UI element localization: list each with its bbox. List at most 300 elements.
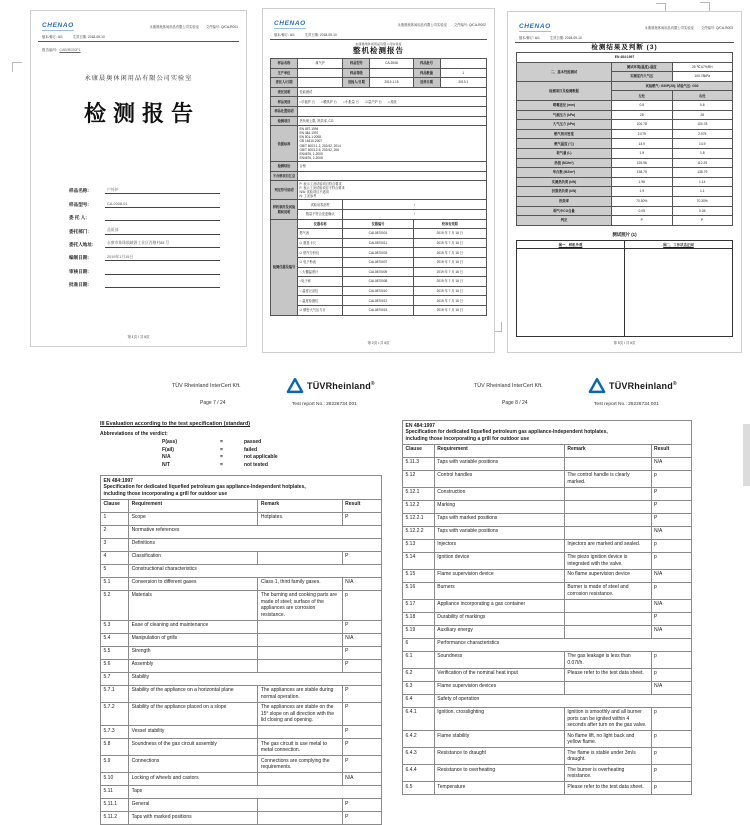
table-row xyxy=(403,470,692,487)
table-row xyxy=(101,476,382,500)
table-row xyxy=(403,731,692,748)
table-cell xyxy=(564,625,651,638)
table-cell: P xyxy=(342,551,381,564)
table-cell: 烟气中CO含量 xyxy=(517,206,612,216)
table-cell: Constructional characteristics xyxy=(129,564,382,577)
table-cell: 2019.1 xyxy=(440,78,486,88)
table-row xyxy=(403,457,692,470)
table-cell xyxy=(564,599,651,612)
table-row xyxy=(271,126,487,162)
table-row xyxy=(271,296,487,306)
lab-name: 永康晨奥休闲用品有限公司实验室 xyxy=(84,75,193,82)
table-cell: 6 xyxy=(403,638,435,651)
table-cell: 5.17 xyxy=(403,599,435,612)
table-cell xyxy=(258,633,342,646)
tuv-logo-triangle-icon xyxy=(588,377,606,394)
table-cell: ☑ 精密大气压力计 xyxy=(298,305,343,315)
table-cell: 2019 年 7 月 16 日 xyxy=(413,305,486,315)
table-cell: CAL0870012 xyxy=(343,296,413,306)
table-cell: 28 xyxy=(612,110,672,120)
header-doc-number: 文件编号: Q/CA-R003 xyxy=(700,26,733,30)
tuv-logo-triangle-icon xyxy=(286,377,304,394)
table-cell xyxy=(258,773,342,786)
abbreviation-part: N/A xyxy=(162,454,171,460)
table-cell: P xyxy=(342,739,381,756)
table-row xyxy=(403,599,692,612)
field-value: 2019年1月15日 xyxy=(105,255,220,262)
page-title: 整机检测报告 xyxy=(353,46,404,55)
table-cell: 2019 年 7 月 16 日 xyxy=(413,286,486,296)
table-cell: ○ 温度记录仪 xyxy=(298,286,343,296)
table-cell: 委托人/日期 xyxy=(271,78,298,88)
table-cell: 2 xyxy=(101,525,129,538)
table-row xyxy=(403,651,692,668)
table-cell: ☑ 数显卡尺 xyxy=(298,238,343,248)
field-label: 编制日期: xyxy=(69,255,89,261)
abbreviation-part: = xyxy=(220,454,223,460)
table-row xyxy=(403,681,692,694)
table-cell: p xyxy=(651,539,691,552)
table-row xyxy=(403,748,692,765)
table-cell xyxy=(298,106,487,116)
table-row xyxy=(271,171,487,181)
table-cell: 热值 (MJ/m³) xyxy=(517,158,612,168)
table-cell: 样机领用及试验期间说明 xyxy=(271,200,298,219)
table-cell: 5.4 xyxy=(101,633,129,646)
abbreviation-part: = xyxy=(220,446,223,453)
table-row xyxy=(101,646,382,659)
table-cell: Ignition is smoothly and all burner ports can be ignited within 4 seconds after turn on the gas valve. xyxy=(564,707,651,731)
table-cell: 依据标准 xyxy=(271,126,298,162)
abbreviations-title: Abbreviations of the verdict: xyxy=(100,431,168,437)
abbreviations-list xyxy=(100,439,382,469)
table-cell: P xyxy=(342,512,381,525)
table-cell: 图二、工作状态正面 xyxy=(625,240,733,248)
table-cell: 138.79 xyxy=(612,168,672,178)
table-row xyxy=(403,487,692,500)
field-label: 委托人地址: xyxy=(69,241,94,247)
table-row xyxy=(403,625,692,638)
table-cell: p xyxy=(651,748,691,765)
table-cell: Manipulation of grills xyxy=(129,633,258,646)
table-cell: The control handle is clearly marked. xyxy=(564,470,651,487)
table-cell: 燃气温度 (℃) xyxy=(517,139,612,149)
table-cell: CAL0870003 xyxy=(343,248,413,258)
table-cell: 5.12.2.1 xyxy=(403,513,435,526)
table-cell: Class 1, third family gases. xyxy=(258,577,342,590)
table-cell: 5.19 xyxy=(403,625,435,638)
table-row xyxy=(101,538,382,551)
chenao-logo: CHENAO xyxy=(519,23,551,30)
table-cell xyxy=(564,500,651,513)
table-cell: Taps with variable positions xyxy=(434,526,564,539)
table-cell: Clause xyxy=(403,444,435,457)
table-cell xyxy=(440,59,486,69)
table-cell: Appliance incorporating a gas container xyxy=(434,599,564,612)
table-row xyxy=(101,726,382,739)
cover-form-fields xyxy=(69,181,220,288)
table-cell: 2019 年 7 月 16 日 xyxy=(413,296,486,306)
header-rule xyxy=(38,41,239,42)
table-cell: 生产单位 xyxy=(271,68,298,78)
table-cell: p xyxy=(651,582,691,599)
table-cell xyxy=(298,78,343,88)
table-cell xyxy=(258,799,342,812)
table-cell: Flame supervision device xyxy=(434,569,564,582)
table-cell: 4 xyxy=(101,551,129,564)
table-row xyxy=(517,196,733,206)
table-cell: 2019 年 7 月 16 日 xyxy=(413,248,486,258)
table-row xyxy=(517,129,733,139)
header-company: 永康晨奥休闲用品有限公司实验室 xyxy=(644,26,694,30)
table-row xyxy=(101,620,382,633)
table-cell: 5.13 xyxy=(403,539,435,552)
table-row xyxy=(101,756,382,773)
table-cell: 5 xyxy=(101,564,129,577)
chenao-logo: CHENAO xyxy=(274,20,306,27)
photos-title: 测试照片 (1) xyxy=(612,231,637,237)
table-cell: 70.50% xyxy=(612,196,672,206)
field-label: 委 托 人: xyxy=(69,215,87,221)
table-cell: Assembly xyxy=(129,659,258,672)
table-row xyxy=(517,177,733,187)
table-cell: 1.14 xyxy=(672,177,733,187)
header-doc-number: 文件编号: Q/CA-R002 xyxy=(453,23,486,27)
table-cell: 1 xyxy=(440,68,486,78)
table-cell: 燃气相对密度 xyxy=(517,129,612,139)
header-effective-date: 生效日期: 2018-09-10 xyxy=(549,36,582,40)
table-row xyxy=(271,305,487,315)
table-row xyxy=(101,702,382,726)
form-field-row xyxy=(69,235,220,248)
table-row xyxy=(271,286,487,296)
table-cell: 5.12.2.2 xyxy=(403,526,435,539)
table-cell: 6.4 xyxy=(403,694,435,707)
table-cell: 5.15 xyxy=(403,569,435,582)
table-row xyxy=(271,257,487,267)
page-test-report-cover xyxy=(30,10,247,347)
table-cell: Marking xyxy=(434,500,564,513)
table-row xyxy=(271,229,487,239)
table-cell: 耗气量 (L) xyxy=(517,148,612,158)
table-row xyxy=(403,513,692,526)
table-row xyxy=(271,219,487,229)
table-cell: 28 xyxy=(672,110,733,120)
field-value xyxy=(105,283,220,289)
clause-table xyxy=(402,420,692,795)
table-cell: 测试环境(温度)-湿度 xyxy=(612,62,672,72)
table-cell xyxy=(564,612,651,625)
table-cell: 样品名称 xyxy=(271,59,298,69)
field-value: 户外炉 xyxy=(105,188,220,195)
table-cell: 2019.1.15 xyxy=(370,78,413,88)
table-cell xyxy=(564,513,651,526)
table-cell: P xyxy=(672,216,733,226)
table-cell: Requirement xyxy=(129,499,258,512)
table-cell: 6.3 xyxy=(403,681,435,694)
table-cell: P xyxy=(651,487,691,500)
table-cell: 性能测试 xyxy=(298,87,487,97)
table-row xyxy=(271,210,487,220)
table-cell: Safety of operation xyxy=(434,694,691,707)
table-cell xyxy=(298,171,487,181)
table-cell: 试验用零部件 xyxy=(298,200,343,210)
table-row xyxy=(403,707,692,731)
table-cell: Burner is made of steel and corrosion resistance. xyxy=(564,582,651,599)
report-body xyxy=(516,52,733,337)
table-cell xyxy=(258,551,342,564)
header-revision: 版本/修订: A/1 xyxy=(519,36,540,40)
table-cell: Flame supervision devices xyxy=(434,681,564,694)
table-cell: P xyxy=(342,799,381,812)
table-cell: 样品数量 xyxy=(413,68,440,78)
table-cell: P xyxy=(342,620,381,633)
table-cell: ○ 温度检测仪 xyxy=(298,296,343,306)
table-cell: Vessel stability xyxy=(129,726,258,739)
table-cell: 折算热负荷 (kW) xyxy=(517,187,612,197)
abbreviation-part: P(ass) xyxy=(162,439,178,445)
table-cell: Verification of the nominal heat input xyxy=(434,668,564,681)
table-cell: ○ 大棚温度计 xyxy=(298,267,343,277)
table-cell: 样品类别 xyxy=(271,97,298,107)
table-cell: Definitions xyxy=(129,538,382,551)
table-cell xyxy=(625,248,733,336)
table-row xyxy=(101,499,382,512)
table-cell: Connections xyxy=(129,756,258,773)
table-cell: 5.12 xyxy=(403,470,435,487)
table-cell: CA-2008 xyxy=(370,59,413,69)
field-value: 永康市象珠镇峡源工业区西塘村88 号 xyxy=(105,241,220,248)
table-cell: p xyxy=(342,590,381,620)
table-cell: p xyxy=(651,470,691,487)
table-cell: 样品处置说明 xyxy=(271,106,298,116)
table-cell: p xyxy=(651,765,691,782)
table-cell xyxy=(258,620,342,633)
table-row xyxy=(271,238,487,248)
table-cell: 1 xyxy=(101,512,129,525)
table-cell: Resistance to overheating xyxy=(434,765,564,782)
table-row xyxy=(101,512,382,525)
page-footer: 第 2页 / 共 6页 xyxy=(367,341,390,345)
table-row xyxy=(101,739,382,756)
table-cell: 煤气炉 xyxy=(298,59,343,69)
table-cell: 100.78kPa xyxy=(672,72,733,82)
table-cell xyxy=(564,487,651,500)
table-cell xyxy=(298,68,343,78)
report-number-value: CAB/R020F1 xyxy=(59,48,81,52)
table-cell: 6.4.2 xyxy=(403,731,435,748)
table-cell: Please refer to the test data sheet. xyxy=(564,782,651,795)
abbreviation-part: = xyxy=(220,439,223,445)
table-cell: CAL0870001 xyxy=(343,229,413,239)
table-cell: Injectors xyxy=(434,539,564,552)
table-cell: 3 xyxy=(101,538,129,551)
table-cell: p xyxy=(651,668,691,681)
table-cell: 仪器名称 xyxy=(298,219,343,229)
table-cell: p xyxy=(651,707,691,731)
table-cell: 1.1 xyxy=(672,187,733,197)
page-tuv-evaluation-7 xyxy=(100,368,382,820)
table-cell: Stability of the appliance on a horizontal plane xyxy=(129,685,258,702)
report-body xyxy=(270,58,487,316)
table-cell: General xyxy=(129,799,258,812)
table-cell: 热负荷上限, 热效率, CO xyxy=(298,116,487,126)
table-cell: The gas circuit is use metal to metal connection. xyxy=(258,739,342,756)
table-cell xyxy=(517,248,625,336)
table-cell: 样品批号 xyxy=(413,59,440,69)
form-field-row xyxy=(69,221,220,234)
table-row xyxy=(101,633,382,646)
table-row xyxy=(517,148,733,158)
table-cell: 5.11.3 xyxy=(403,457,435,470)
table-cell: N/A xyxy=(651,526,691,539)
section-title: III Evaluation according to the test specification (standard) xyxy=(100,421,251,427)
header-revision: 版本/修订: A/1 xyxy=(274,33,295,37)
table-cell: p xyxy=(651,651,691,668)
table-row xyxy=(271,248,487,258)
form-field-row xyxy=(69,275,220,288)
table-cell: Auxiliary energy xyxy=(434,625,564,638)
table-cell: Control handles xyxy=(434,470,564,487)
table-row xyxy=(517,110,733,120)
table-cell: 5.11 xyxy=(101,786,129,799)
table-row xyxy=(403,500,692,513)
table-cell: Taps with marked positions xyxy=(434,513,564,526)
field-value xyxy=(105,269,220,275)
table-row xyxy=(101,577,382,590)
tuv-brand-text: TÜVRheinland® xyxy=(307,381,375,391)
table-row xyxy=(403,526,692,539)
table-row xyxy=(101,812,382,825)
header-company: 永康晨奥休闲用品有限公司实验室 xyxy=(397,23,447,27)
table-row xyxy=(101,773,382,786)
table-row xyxy=(271,68,487,78)
table-row xyxy=(271,181,487,200)
table-row xyxy=(101,551,382,564)
table-cell: Normative references xyxy=(129,525,382,538)
table-cell: CAL0870007 xyxy=(343,257,413,267)
table-cell: N/A xyxy=(342,633,381,646)
table-cell: Performance characteristics xyxy=(434,638,691,651)
table-row xyxy=(403,582,692,599)
abbreviation-part: = xyxy=(220,461,223,468)
table-cell: Construction xyxy=(434,487,564,500)
table-cell: 数量不符合变更确认 xyxy=(298,210,343,220)
table-cell: 5.14 xyxy=(403,552,435,569)
table-cell: 5.11.1 xyxy=(101,799,129,812)
table-row xyxy=(101,799,382,812)
table-cell: 5.7.2 xyxy=(101,702,129,726)
page-number: Page 7 / 24 xyxy=(200,400,226,406)
table-cell xyxy=(564,526,651,539)
table-cell: 1.9 xyxy=(612,148,672,158)
table-cell: 5.7.3 xyxy=(101,726,129,739)
table-cell: 热效率 xyxy=(517,196,612,206)
table-cell: 大气压力 (kPa) xyxy=(517,120,612,130)
page-title: 检测结果及判断 (3) xyxy=(591,44,658,51)
field-label: 样品名称: xyxy=(69,188,89,194)
report-number-line xyxy=(42,48,81,53)
form-field-row xyxy=(69,208,220,221)
table-row xyxy=(271,106,487,116)
table-cell: N/A xyxy=(651,681,691,694)
table-cell: 2.075 xyxy=(612,129,672,139)
table-row xyxy=(271,267,487,277)
table-cell: 100.78 xyxy=(612,120,672,130)
header-revision: 版本/修订: A/1 xyxy=(42,35,63,39)
table-cell: P xyxy=(342,685,381,702)
chenao-logo: CHENAO xyxy=(42,22,74,29)
table-cell: No flame lift, no light back and yellow flame. xyxy=(564,731,651,748)
abbreviation-part: F(ail) xyxy=(162,446,174,453)
report-header-left xyxy=(42,34,105,39)
table-cell: 1.8 xyxy=(672,148,733,158)
table-row xyxy=(403,782,692,795)
table-cell: Durability of markings xyxy=(434,612,564,625)
table-cell: The appliances are stable during normal operation. xyxy=(258,685,342,702)
table-cell: 合格 xyxy=(298,162,487,172)
table-cell: P xyxy=(651,612,691,625)
table-cell: 0.6 xyxy=(672,100,733,110)
table-cell: N/A xyxy=(651,625,691,638)
table-cell: Temperature xyxy=(434,782,564,795)
header-doc-number: 文件编号: Q/CA-R001 xyxy=(205,25,238,29)
table-cell: 70.30% xyxy=(672,196,733,206)
table-cell: Burners xyxy=(434,582,564,599)
page-title: 检测报告 xyxy=(83,101,200,126)
table-row xyxy=(517,81,733,91)
report-header-right xyxy=(644,25,733,30)
table-cell xyxy=(564,457,651,470)
table-cell: 5.7.1 xyxy=(101,685,129,702)
table-cell: 不合格项目汇总 xyxy=(271,171,298,181)
page-test-results xyxy=(507,11,742,353)
table-row xyxy=(403,444,692,457)
table-cell: Materials xyxy=(129,590,258,620)
table-cell: 检测仪器及编号 xyxy=(271,219,298,315)
table-cell: Please refer to the test data sheet. xyxy=(564,668,651,681)
table-cell: Strength xyxy=(129,646,258,659)
table-cell: EN 484:1997 Specification for dedicated liquefied petroleum gas appliance-Independent hotplates, including those incorporating a grill for outdoor use xyxy=(101,476,382,500)
results-table xyxy=(516,52,733,226)
test-report-number: Test report No.: 28226734 001 xyxy=(594,402,659,407)
table-cell: N/A xyxy=(342,577,381,590)
table-cell: 燃气表 xyxy=(298,229,343,239)
table-cell: 5.8 xyxy=(101,739,129,756)
table-cell: 2019 年 7 月 16 日 xyxy=(413,277,486,287)
tuv-header xyxy=(100,368,382,414)
table-cell: 125.96 xyxy=(612,158,672,168)
table-cell: 图一、样机外观 xyxy=(517,240,625,248)
form-field-row xyxy=(69,261,220,274)
header-effective-date: 生效日期: 2018-09-10 xyxy=(72,35,105,39)
table-cell: 实测室内大气压 xyxy=(612,72,672,82)
header-effective-date: 生效日期: 2018-09-10 xyxy=(304,33,337,37)
table-cell: 5.10 xyxy=(101,773,129,786)
clause-table xyxy=(100,475,382,825)
table-row xyxy=(271,116,487,126)
table-cell: 0.05 xyxy=(612,206,672,216)
table-cell: 6.4.3 xyxy=(403,748,435,765)
table-row xyxy=(403,569,692,582)
table-cell: The piezo ignition device is integrated with the valve. xyxy=(564,552,651,569)
table-cell: 实测热负荷 (kW) xyxy=(517,177,612,187)
table-cell: 5.12.1 xyxy=(403,487,435,500)
table-cell: 仪器编号 xyxy=(343,219,413,229)
table-cell: 100.78 xyxy=(672,120,733,130)
table-cell: N/A xyxy=(651,569,691,582)
table-cell: 5.5 xyxy=(101,646,129,659)
